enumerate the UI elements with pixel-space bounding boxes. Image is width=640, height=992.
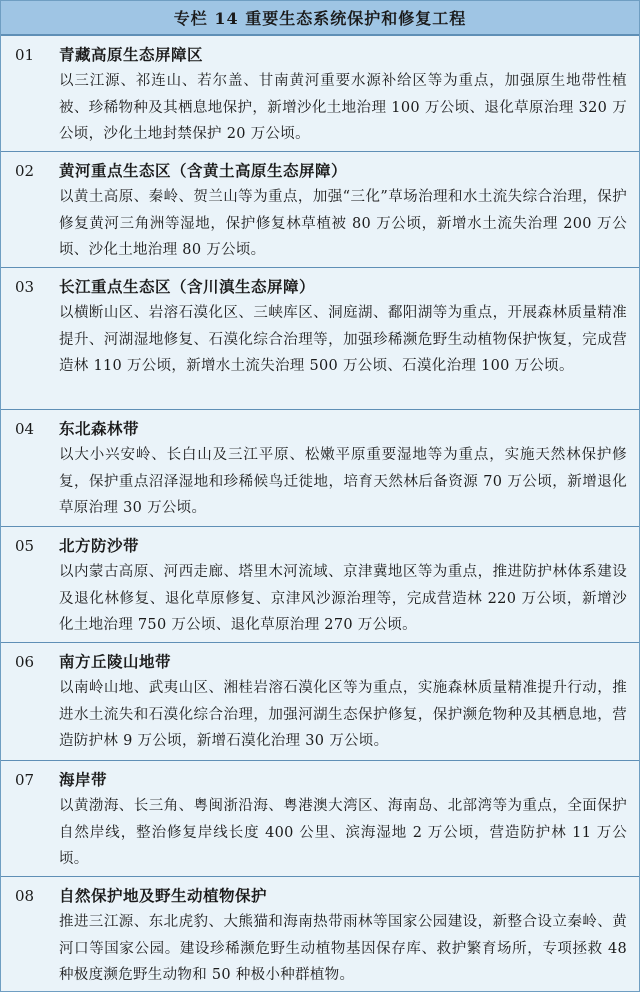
section-02 <box>1 151 639 267</box>
section-number: 07 <box>15 771 35 789</box>
section-title: 长江重点生态区（含川滇生态屏障） <box>59 277 316 296</box>
section-body: 以黄渤海、长三角、粤闽浙沿海、粤港澳大湾区、海南岛、北部湾等为重点，全面保护自然岸线，整治修复岸线长度 400 公里、滨海湿地 2 万公顷，营造防护林 11 万公顷。 <box>59 798 627 867</box>
section-number: 08 <box>15 887 35 905</box>
section-header <box>13 649 627 675</box>
section-body: 以大小兴安岭、长白山及三江平原、松嫩平原重要湿地等为重点，实施天然林保护修复，保护重点沼泽湿地和珍稀候鸟迁徙地，培育天然林后备资源 70 万公顷，新增退化草原治理 30 万公顷。 <box>59 447 627 516</box>
section-number: 01 <box>15 46 35 64</box>
section-05 <box>1 526 639 642</box>
section-header <box>13 274 627 300</box>
section-body: 以黄土高原、秦岭、贺兰山等为重点，加强“三化”草场治理和水土流失综合治理，保护修复黄河三角洲等湿地，保护修复林草植被 80 万公顷，新增水土流失治理 200 万公顷、沙化土地治理 80 万公顷。 <box>59 189 627 258</box>
section-number: 06 <box>15 653 35 671</box>
section-number: 02 <box>15 162 35 180</box>
section-01 <box>1 35 639 151</box>
section-title: 海岸带 <box>59 770 108 789</box>
section-number: 05 <box>15 537 35 555</box>
section-header <box>13 416 627 442</box>
section-number: 03 <box>15 278 35 296</box>
section-header <box>13 42 627 68</box>
section-title: 自然保护地及野生动植物保护 <box>59 886 268 905</box>
section-04 <box>1 409 639 526</box>
section-body: 推进三江源、东北虎豹、大熊猫和海南热带雨林等国家公园建设，新整合设立秦岭、黄河口等国家公园。建设珍稀濒危野生动植物基因保存库、救护繁育场所，专项拯救 48 种极度濒危野生动物和 50 种极小种群植物。 <box>59 914 627 983</box>
section-header <box>13 767 627 793</box>
section-header <box>13 883 627 909</box>
section-title: 南方丘陵山地带 <box>59 652 172 671</box>
section-number: 04 <box>15 420 35 438</box>
section-03 <box>1 267 639 409</box>
section-title: 北方防沙带 <box>59 536 140 555</box>
panel-title: 专栏 14 重要生态系统保护和修复工程 <box>1 1 639 35</box>
section-header <box>13 158 627 184</box>
section-body: 以南岭山地、武夷山区、湘桂岩溶石漠化区等为重点，实施森林质量精准提升行动，推进水土流失和石漠化综合治理，加强河湖生态保护修复，保护濒危物种及其栖息地，营造防护林 9 万公顷，新增石漠化治理 30 万公顷。 <box>59 680 627 749</box>
section-body: 以三江源、祁连山、若尔盖、甘南黄河重要水源补给区等为重点，加强原生地带性植被、珍稀物种及其栖息地保护，新增沙化土地治理 100 万公顷、退化草原治理 320 万公顷，沙化土地封禁保护 20 万公顷。 <box>59 73 627 142</box>
section-08 <box>1 876 639 992</box>
section-07 <box>1 760 639 876</box>
section-06 <box>1 642 639 760</box>
section-title: 东北森林带 <box>59 419 140 438</box>
section-header <box>13 533 627 559</box>
section-body: 以横断山区、岩溶石漠化区、三峡库区、洞庭湖、鄱阳湖等为重点，开展森林质量精准提升、河湖湿地修复、石漠化综合治理等，加强珍稀濒危野生动植物保护恢复，完成营造林 110 万公顷，新增水土流失治理 500 万公顷、石漠化治理 100 万公顷。 <box>59 305 627 374</box>
section-body: 以内蒙古高原、河西走廊、塔里木河流域、京津冀地区等为重点，推进防护林体系建设及退化林修复、退化草原修复、京津风沙源治理等，完成营造林 220 万公顷，新增沙化土地治理 750 万公顷、退化草原治理 270 万公顷。 <box>59 564 627 633</box>
section-title: 青藏高原生态屏障区 <box>59 45 204 64</box>
section-title: 黄河重点生态区（含黄土高原生态屏障） <box>59 161 348 180</box>
